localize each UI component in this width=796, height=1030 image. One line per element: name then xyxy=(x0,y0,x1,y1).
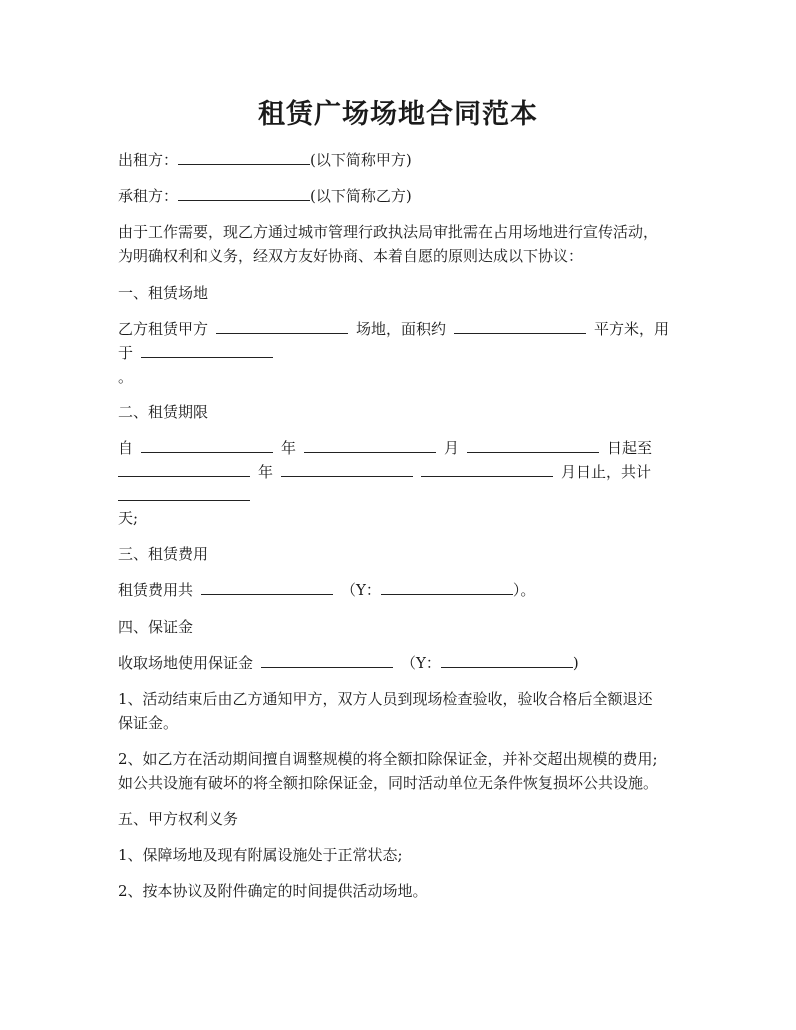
section-1-text-a: 乙方租赁甲方 xyxy=(118,320,209,338)
section-3-heading: 三、租赁费用 xyxy=(118,545,209,563)
lessor-label: 出租方： xyxy=(118,151,179,169)
document-title: 租赁广场场地合同范本 xyxy=(258,99,538,130)
fee-amount-blank xyxy=(381,580,513,595)
start-month-blank xyxy=(304,438,436,453)
deposit-amount-blank xyxy=(441,653,573,668)
year-label-2: 年 xyxy=(258,463,274,481)
section-1-line-1 xyxy=(118,319,669,339)
section-4-item-1-line-1: 1、活动结束后由乙方通知甲方，双方人员到现场检查验收，验收合格后全额退还 xyxy=(118,690,653,708)
section-2-heading: 二、租赁期限 xyxy=(118,403,209,421)
start-year-blank xyxy=(141,438,273,453)
section-1-text-d: 于 xyxy=(118,344,134,362)
area-blank xyxy=(454,319,586,334)
deposit-currency-close: ) xyxy=(572,654,579,672)
until-label: 月日止，共计 xyxy=(561,463,652,481)
total-days-blank xyxy=(118,486,250,501)
start-day-blank xyxy=(467,438,599,453)
end-year-blank xyxy=(118,462,250,477)
fee-label: 租赁费用共 xyxy=(118,581,194,599)
lessee-blank xyxy=(178,186,310,201)
section-5-heading: 五、甲方权利义务 xyxy=(118,810,239,828)
lessee-label: 承租方： xyxy=(118,187,179,205)
from-label: 自 xyxy=(118,439,134,457)
end-day-blank xyxy=(421,462,553,477)
fee-currency-open: （Y： xyxy=(341,581,381,599)
lessee-note: (以下简称乙方) xyxy=(310,187,412,205)
fee-currency-close: ）。 xyxy=(512,581,536,599)
deposit-blank xyxy=(261,653,393,668)
lessee-line xyxy=(118,186,412,206)
deposit-currency-open: （Y： xyxy=(401,654,441,672)
month-label: 月 xyxy=(444,439,460,457)
section-1-text-c: 平方米，用 xyxy=(594,320,670,338)
lessor-blank xyxy=(178,150,310,165)
section-2-line-1 xyxy=(118,438,652,458)
section-4-item-1-line-2: 保证金。 xyxy=(118,714,179,732)
day-from-label: 日起至 xyxy=(607,439,653,457)
section-2-line-2 xyxy=(118,462,651,482)
year-label: 年 xyxy=(281,439,297,457)
section-4-item-2-line-2: 如公共设施有破坏的将全额扣除保证金，同时活动单位无条件恢复损坏公共设施。 xyxy=(118,774,659,792)
section-1-heading: 一、租赁场地 xyxy=(118,284,209,302)
section-5-item-1: 1、保障场地及现有附属设施处于正常状态; xyxy=(118,846,403,864)
section-4-heading: 四、保证金 xyxy=(118,618,194,636)
section-1-line-2 xyxy=(118,343,273,363)
venue-blank xyxy=(216,319,348,334)
end-month-blank xyxy=(281,462,413,477)
purpose-blank xyxy=(141,343,273,358)
fee-blank xyxy=(201,580,333,595)
section-3-line xyxy=(118,580,535,600)
section-4-line xyxy=(118,653,579,673)
deposit-label: 收取场地使用保证金 xyxy=(118,654,254,672)
section-5-item-2: 2、按本协议及附件确定的时间提供活动场地。 xyxy=(118,882,428,900)
lessor-note: (以下简称甲方) xyxy=(310,151,412,169)
section-4-item-2-line-1: 2、如乙方在活动期间擅自调整规模的将全额扣除保证金，并补交超出规模的费用; xyxy=(118,750,658,768)
intro-line-1: 由于工作需要，现乙方通过城市管理行政执法局审批需在占用场地进行宣传活动， xyxy=(118,223,659,241)
section-2-line-3 xyxy=(118,486,250,506)
intro-line-2: 为明确权利和义务，经双方友好协商、本着自愿的原则达成以下协议： xyxy=(118,247,584,265)
section-2-days: 天; xyxy=(118,509,139,527)
section-1-text-b: 场地，面积约 xyxy=(356,320,447,338)
lessor-line xyxy=(118,150,412,170)
section-1-end: 。 xyxy=(118,368,134,386)
